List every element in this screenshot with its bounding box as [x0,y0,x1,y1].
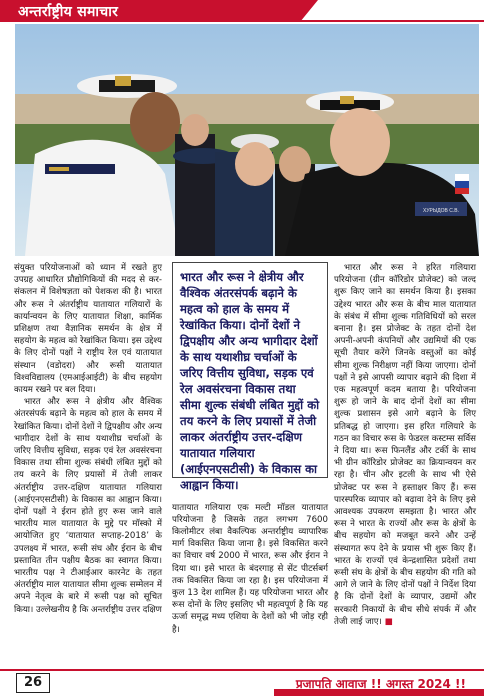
section-header [0,0,484,22]
col2-paragraph-1: यातायात गलियारा एक मल्टी मॉडल यातायात परियोजना है जिसके तहत लगभग 7600 किलोमीटर लंबा वैकल्पिक अन्तर्राष्ट्रीय व्यापारिक मार्ग विकसित किया जाना है। इसे विकसित करने का विचार वर्ष 2000 में भारत, रूस और ईरान ने दिया था। इसे भारत के बंदरगाह से सेंट पीटर्सबर्ग तक विकसित किया जा रहा है। इस परियोजना में कुल 13 देश शामिल हैं। यह परियोजना भारत और रूस दोनों के लिए इसलिए भी महत्वपूर्ण है कि यह ऊर्जा समृद्ध मध्य एशिया के देशों को भी जोड़ रही है। [172,502,328,635]
col1-paragraph-2: भारत और रूस ने क्षेत्रीय और वैश्विक अंतरसंपर्क बढ़ाने के महत्व को हाल के समय में रेखांकित किया। दोनों देशों ने द्विपक्षीय और अन्य भागीदार देशों के साथ यथाशीघ्र चर्चाओं के जरिए वित्तीय सुविधा, सड़क एवं रेल अवसंरचना विकास तथा सीमा शुल्क संबंधी लंबित मुद्दों को तय करने के लिए प्रयासों में तेजी लाकर अंतर्राष्ट्रीय उत्तर-दक्षिण यातायात गलियारा (आईएनएसटीसी) के विकास का आह्वान किया। दोनों पक्षों ने ईरान होते हुए रूस जाने वाले भारतीय माल यातायात के मुद्दे पर मॉस्को में आयोजित हुए ‘यातायात सप्ताह-2018’ के उपलक्ष्य में भारत, रूसी संघ और ईरान के बीच प्रस्तावित तीन पक्षीय बैठक का स्वागत किया। भारतीय पक्ष ने टीआईआर कारनेट के तहत अंतर्राष्ट्रीय माल यातायात सीमा शुल्क सम्मेलन में अपने नेतृत्व के बारे में रूसी पक्ष को सूचित किया। उल्लेखनीय है कि अन्तर्राष्ट्रीय उत्तर दक्षिण [14,397,162,615]
col3-paragraph-1 [334,262,476,628]
footer-rule [0,669,484,671]
col1-paragraph-1: संयुक्त परियोजनाओं को ध्यान में रखते हुए उपग्रह आधारित प्रौद्योगिकियों की मदद से कर-संकलन में विशेषज्ञता को पेशकश की है। भारत और रूस ने अंतर्राष्ट्रीय यातायात गलियारों के कार्यान्वयन के लिए यातायात शिक्षा, कार्मिक प्रशिक्षण तथा वैज्ञानिक समर्थन के क्षेत्र में सहयोग के महत्व को रेखांकित किया। इस उद्देश्य के लिए दोनों पक्षों ने राष्ट्रीय रेल एवं यातायात संस्थान (वडोदरा) और रूसी यातायात विश्वविद्यालय (एमआईआईटी) के बीच सहयोग कायम रखने पर बल दिया। [14,263,162,396]
col3-paragraph-1-text: भारत और रूस ने हरित गलियारा परियोजना (ग्रीन कॉरिडोर प्रोजेक्ट) को जल्द शुरू किए जाने का समर्थन किया है। इसका उद्देश्य भारत और रूस के बीच माल यातायात के संबंध में सीमा शुल्क गतिविधियों को सरल बनाना है। इस प्रोजेक्ट के तहत दोनों देश अपनी-अपनी कंपनियों और उद्यमियों की एक सूची तैयार करेंगे जिनके वस्तुओं का कोई सीमा शुल्क निरीक्षण नहीं किया जाएगा। दोनों पक्षों ने इसे आपसी व्यापार बढ़ाने की दिशा में एक महत्वपूर्ण कदम बताया है। परियोजना शुरू हो जाने के बाद दोनों देशों का सीमा शुल्क प्रशासन इसे आगे बढ़ाने के लिए प्रतिबद्ध हो जाएगा। इस हरित गलियारे के गठन का विचार रूस के फेडरल कस्टम्स सर्विस ने दिया था। रूस फिनलैंड और टर्की के साथ भी ग्रीन कॉरिडोर प्रोजेक्ट का क्रियान्वयन कर रहा है। चीन और इटली के साथ भी ऐसे प्रोजेक्ट पर रूस ने हस्ताक्षर किए हैं। रूस पारस्परिक व्यापार को बढ़ावा देने के लिए इसे आवश्यक उपकरण समझता है। भारत और रूस ने भारत के राज्यों और रूस के क्षेत्रों के बीच सहयोग को मजबूत करने और उन्हें संस्थागत रूप देने के प्रयास भी शुरू किए हैं। भारत के राज्यों एवं केन्द्रशासित प्रदेशों तथा रूसी संघ के क्षेत्रों के बीच सहयोग की गति को आगे ले जाने के लिए दोनों पक्षों ने निर्देश दिया है कि दोनों देशों के व्यापार, उद्यमों और सरकारी निकायों के बीच सीधे संपर्क में और तेजी लाई जाए। [334,263,476,627]
pull-quote-box [172,262,328,492]
end-mark: ■ [384,616,393,627]
news-photo [15,24,479,256]
header-rule [0,20,484,22]
photo-badge-text: ХУРЫДОВ С.В. [423,208,459,214]
article-column-1 [14,262,162,616]
page-footer [0,669,484,696]
publication-name: प्रजापति आवाज !! अगस्त 2024 !! [295,677,466,691]
section-title: अन्तर्राष्ट्रीय समाचार [18,4,119,20]
page-number: 26 [16,673,50,693]
pull-quote: भारत और रूस ने क्षेत्रीय और वैश्विक अंतरसंपर्क बढ़ाने के महत्व को हाल के समय में रेखांकित किया। दोनों देशों ने द्विपक्षीय और अन्य भागीदार देशों के साथ यथाशीघ्र चर्चाओं के जरिए वित्तीय सुविधा, सड़क एवं रेल अवसंरचना विकास तथा सीमा शुल्क संबंधी लंबित मुद्दों को तय करने के लिए प्रयासों में तेजी लाकर अंतर्राष्ट्रीय उत्तर-दक्षिण यातायात गलियारा (आईएनएसटीसी) के विकास का आह्वान किया। [180,270,320,492]
article-column-3 [334,262,476,628]
article-column-2 [172,493,328,644]
